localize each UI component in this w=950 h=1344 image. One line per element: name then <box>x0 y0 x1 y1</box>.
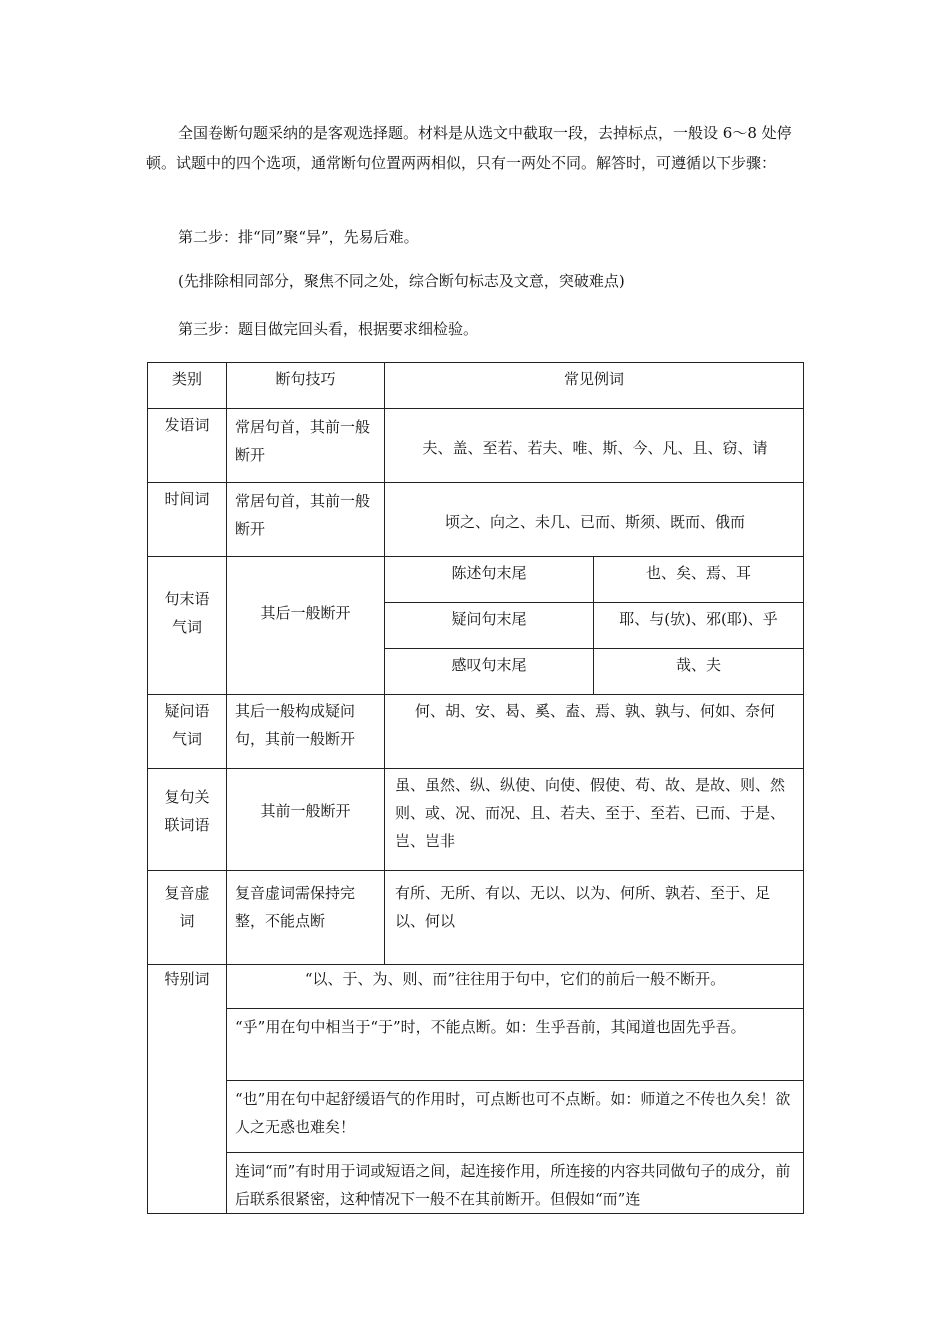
header-examples: 常见例词 <box>385 363 804 409</box>
table-row <box>148 1081 804 1153</box>
special-note: “以、于、为、则、而”往往用于句中，它们的前后一般不断开。 <box>227 965 804 1009</box>
sentence-type-cell: 感叹句末尾 <box>385 649 594 695</box>
special-note: 连词“而”有时用于词或短语之间，起连接作用，所连接的内容共同做句子的成分，前后联系很紧密，这种情况下一般不在其前断开。但假如“而”连 <box>227 1153 804 1214</box>
header-technique: 断句技巧 <box>227 363 385 409</box>
step-three: 第三步：题目做完回头看，根据要求细检验。 <box>178 320 479 338</box>
category-cell: 时间词 <box>148 483 227 557</box>
table-row <box>148 769 804 871</box>
category-cell: 复音虚词 <box>148 871 227 965</box>
sentence-break-table <box>147 362 804 1214</box>
particle-cell: 也、矣、焉、耳 <box>594 557 804 603</box>
header-category: 类别 <box>148 363 227 409</box>
table-row <box>148 965 804 1009</box>
technique-cell: 常居句首，其前一般断开 <box>227 483 385 557</box>
table-row <box>148 1009 804 1081</box>
particle-cell: 哉、夫 <box>594 649 804 695</box>
technique-cell: 常居句首，其前一般断开 <box>227 409 385 483</box>
table-row <box>148 483 804 557</box>
examples-cell: 有所、无所、有以、无以、以为、何所、孰若、至于、足以、何以 <box>385 871 804 965</box>
examples-cell: 何、胡、安、曷、奚、盍、焉、孰、孰与、何如、奈何 <box>385 695 804 769</box>
special-note: “乎”用在句中相当于“于”时，不能点断。如：生乎吾前，其闻道也固先乎吾。 <box>227 1009 804 1081</box>
particle-cell: 耶、与(欤)、邪(耶)、乎 <box>594 603 804 649</box>
category-cell: 疑问语气词 <box>148 695 227 769</box>
table-row <box>148 409 804 483</box>
technique-cell: 其前一般断开 <box>227 769 385 871</box>
examples-cell: 顷之、向之、未几、已而、斯须、既而、俄而 <box>385 483 804 557</box>
step-two: 第二步：排“同”聚“异”，先易后难。 <box>178 228 419 246</box>
examples-cell: 虽、虽然、纵、纵使、向使、假使、苟、故、是故、则、然则、或、况、而况、且、若夫、至于、至若、已而、于是、岂、岂非 <box>385 769 804 871</box>
intro-paragraph: 全国卷断句题采纳的是客观选择题。材料是从选文中截取一段，去掉标点，一般设 6～8 处停顿。试题中的四个选项，通常断句位置两两相似，只有一两处不同。解答时，可遵循以下步骤： <box>146 124 792 172</box>
technique-cell: 复音虚词需保持完整，不能点断 <box>227 871 385 965</box>
category-cell: 句末语气词 <box>148 557 227 695</box>
special-note: “也”用在句中起舒缓语气的作用时，可点断也可不点断。如：师道之不传也久矣！欲人之无惑也难矣！ <box>227 1081 804 1153</box>
step-two-note: (先排除相同部分，聚焦不同之处，综合断句标志及文意，突破难点) <box>178 272 625 290</box>
category-cell: 发语词 <box>148 409 227 483</box>
technique-cell: 其后一般断开 <box>227 557 385 695</box>
sentence-type-cell: 疑问句末尾 <box>385 603 594 649</box>
technique-cell: 其后一般构成疑问句，其前一般断开 <box>227 695 385 769</box>
table-header-row <box>148 363 804 409</box>
category-cell: 复句关联词语 <box>148 769 227 871</box>
table-row <box>148 871 804 965</box>
category-cell: 特别词 <box>148 965 227 1214</box>
table-row <box>148 557 804 603</box>
table-row <box>148 695 804 769</box>
examples-cell: 夫、盖、至若、若夫、唯、斯、今、凡、且、窃、请 <box>385 409 804 483</box>
table-row <box>148 1153 804 1214</box>
sentence-type-cell: 陈述句末尾 <box>385 557 594 603</box>
